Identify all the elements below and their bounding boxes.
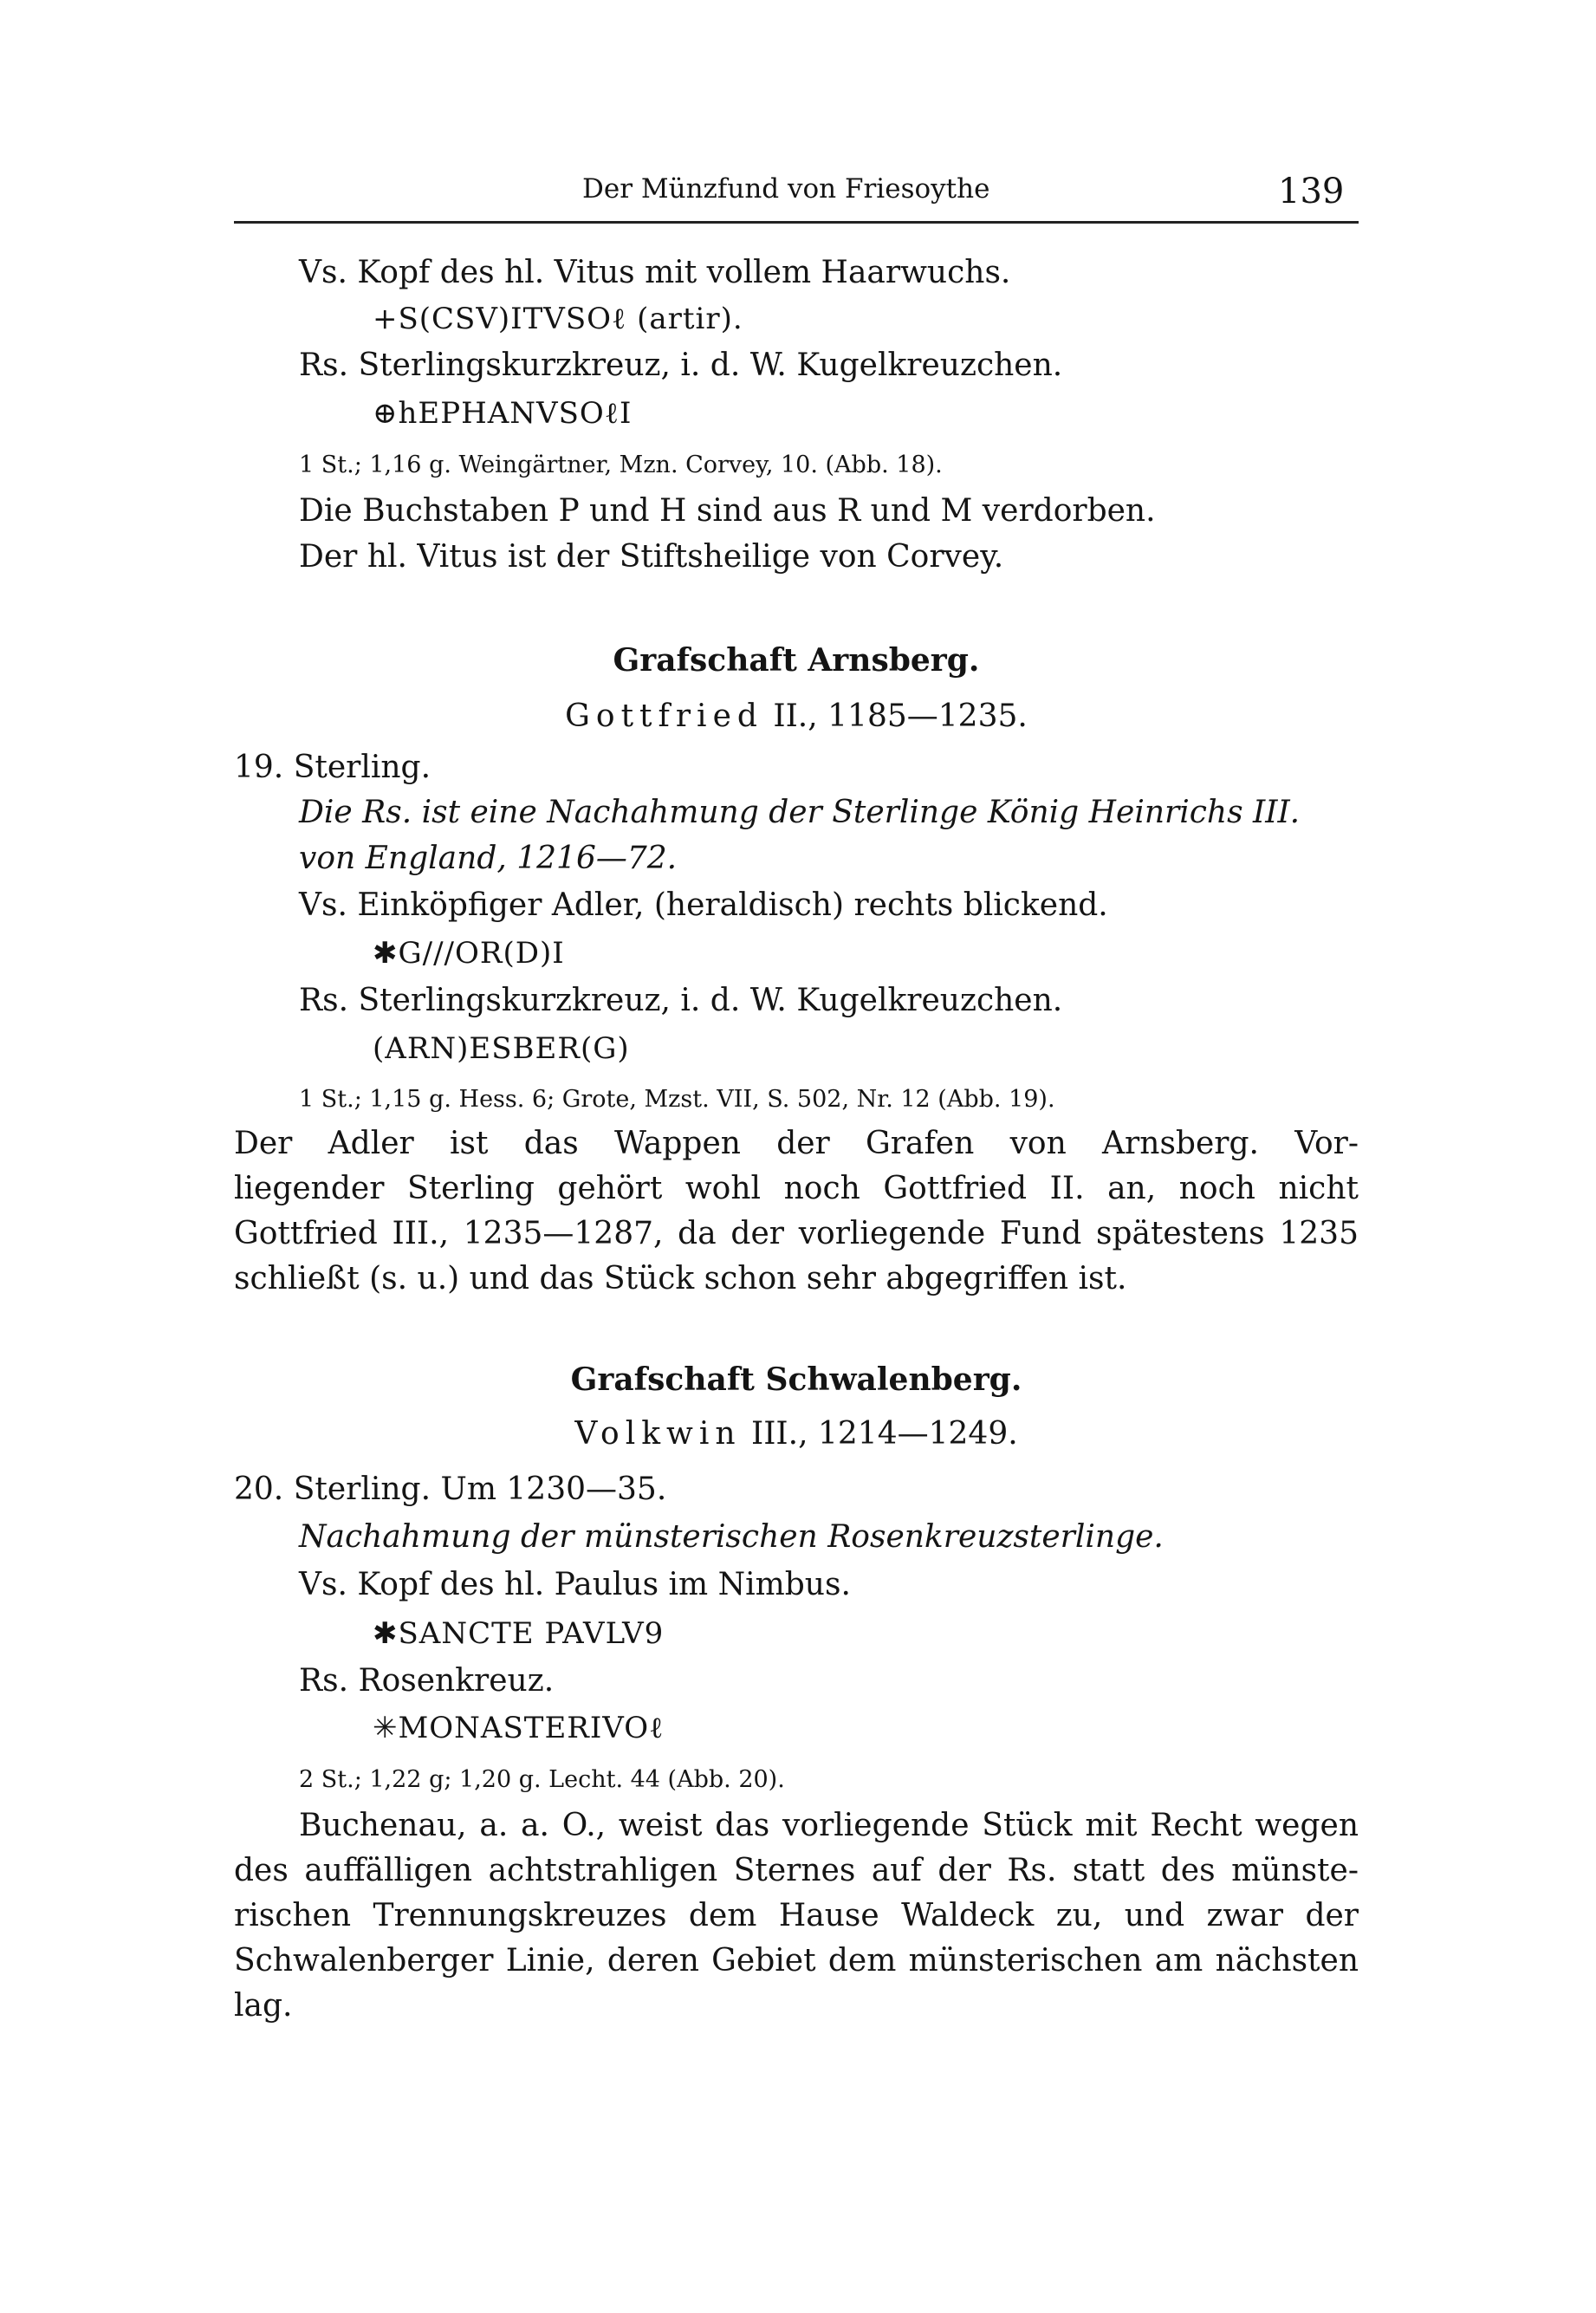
- body-text-line: liegender Sterling gehört wohl noch Gottfried II. an, noch nicht: [234, 1171, 1359, 1206]
- body-text-line: lag.: [234, 1988, 293, 2024]
- entry-20-title: 20. Sterling. Um 1230—35.: [234, 1472, 667, 1507]
- reverse-description: Rs. Rosenkreuz.: [299, 1663, 555, 1699]
- page-number: 139: [1278, 172, 1345, 211]
- entry-19-title: 19. Sterling.: [234, 750, 431, 785]
- obverse-description: Vs. Kopf des hl. Vitus mit vollem Haarwuchs.: [299, 255, 1011, 290]
- reverse-legend: ⊕hEPHANVSOℓI: [373, 396, 633, 431]
- reverse-legend: ✳MONASTERIVOℓ: [373, 1711, 665, 1745]
- reverse-description: Rs. Sterlingskurzkreuz, i. d. W. Kugelkreuzchen.: [299, 983, 1063, 1018]
- body-text-line: Der Adler ist das Wappen der Grafen von Arnsberg. Vor-: [234, 1126, 1359, 1161]
- body-text-line: Die Buchstaben P und H sind aus R und M verdorben.: [299, 493, 1156, 529]
- obverse-legend: ✱G///OR(D)I: [373, 936, 565, 971]
- reverse-legend: (ARN)ESBER(G): [373, 1031, 630, 1066]
- reverse-description: Rs. Sterlingskurzkreuz, i. d. W. Kugelkreuzchen.: [299, 348, 1063, 383]
- body-text-line: Der hl. Vitus ist der Stiftsheilige von Corvey.: [299, 539, 1004, 575]
- obverse-legend: +S(CSV)ITVSOℓ (artir).: [373, 302, 743, 336]
- ruler-volkwin: Volkwin III., 1214—1249.: [574, 1416, 1018, 1452]
- section-heading-schwalenberg: Grafschaft Schwalenberg.: [570, 1361, 1022, 1398]
- obverse-description: Vs. Kopf des hl. Paulus im Nimbus.: [299, 1567, 851, 1602]
- ruler-gottfried: Gottfried II., 1185—1235.: [565, 698, 1028, 734]
- body-text-line: schließt (s. u.) und das Stück schon sehr abgegriffen ist.: [234, 1261, 1127, 1296]
- body-text-line: rischen Trennungskreuzes dem Hause Waldeck zu, und zwar der: [234, 1898, 1359, 1933]
- running-title: Der Münzfund von Friesoythe: [582, 173, 990, 205]
- body-text-line: des auffälligen achtstrahligen Sternes auf der Rs. statt des münste-: [234, 1853, 1359, 1888]
- entry-note: von England, 1216—72.: [299, 841, 678, 876]
- obverse-description: Vs. Einköpfiger Adler, (heraldisch) rechts blickend.: [299, 887, 1108, 923]
- section-heading-arnsberg: Grafschaft Arnsberg.: [613, 642, 980, 679]
- body-text-line: Schwalenberger Linie, deren Gebiet dem münsterischen am nächsten: [234, 1943, 1359, 1978]
- entry-note: Die Rs. ist eine Nachahmung der Sterlinge König Heinrichs III.: [299, 795, 1301, 830]
- body-text-line: Gottfried III., 1235—1287, da der vorliegende Fund spätestens 1235: [234, 1216, 1359, 1251]
- catalog-reference: 1 St.; 1,15 g. Hess. 6; Grote, Mzst. VII, S. 502, Nr. 12 (Abb. 19).: [299, 1086, 1055, 1113]
- entry-note: Nachahmung der münsterischen Rosenkreuzsterlinge.: [299, 1519, 1164, 1555]
- catalog-reference: 2 St.; 1,22 g; 1,20 g. Lecht. 44 (Abb. 20).: [299, 1766, 785, 1793]
- obverse-legend: ✱SANCTE PAVLV9: [373, 1616, 665, 1651]
- body-text-line: Buchenau, a. a. O., weist das vorliegende Stück mit Recht wegen: [299, 1808, 1359, 1843]
- header-rule: [234, 221, 1359, 224]
- catalog-reference: 1 St.; 1,16 g. Weingärtner, Mzn. Corvey, 10. (Abb. 18).: [299, 452, 943, 478]
